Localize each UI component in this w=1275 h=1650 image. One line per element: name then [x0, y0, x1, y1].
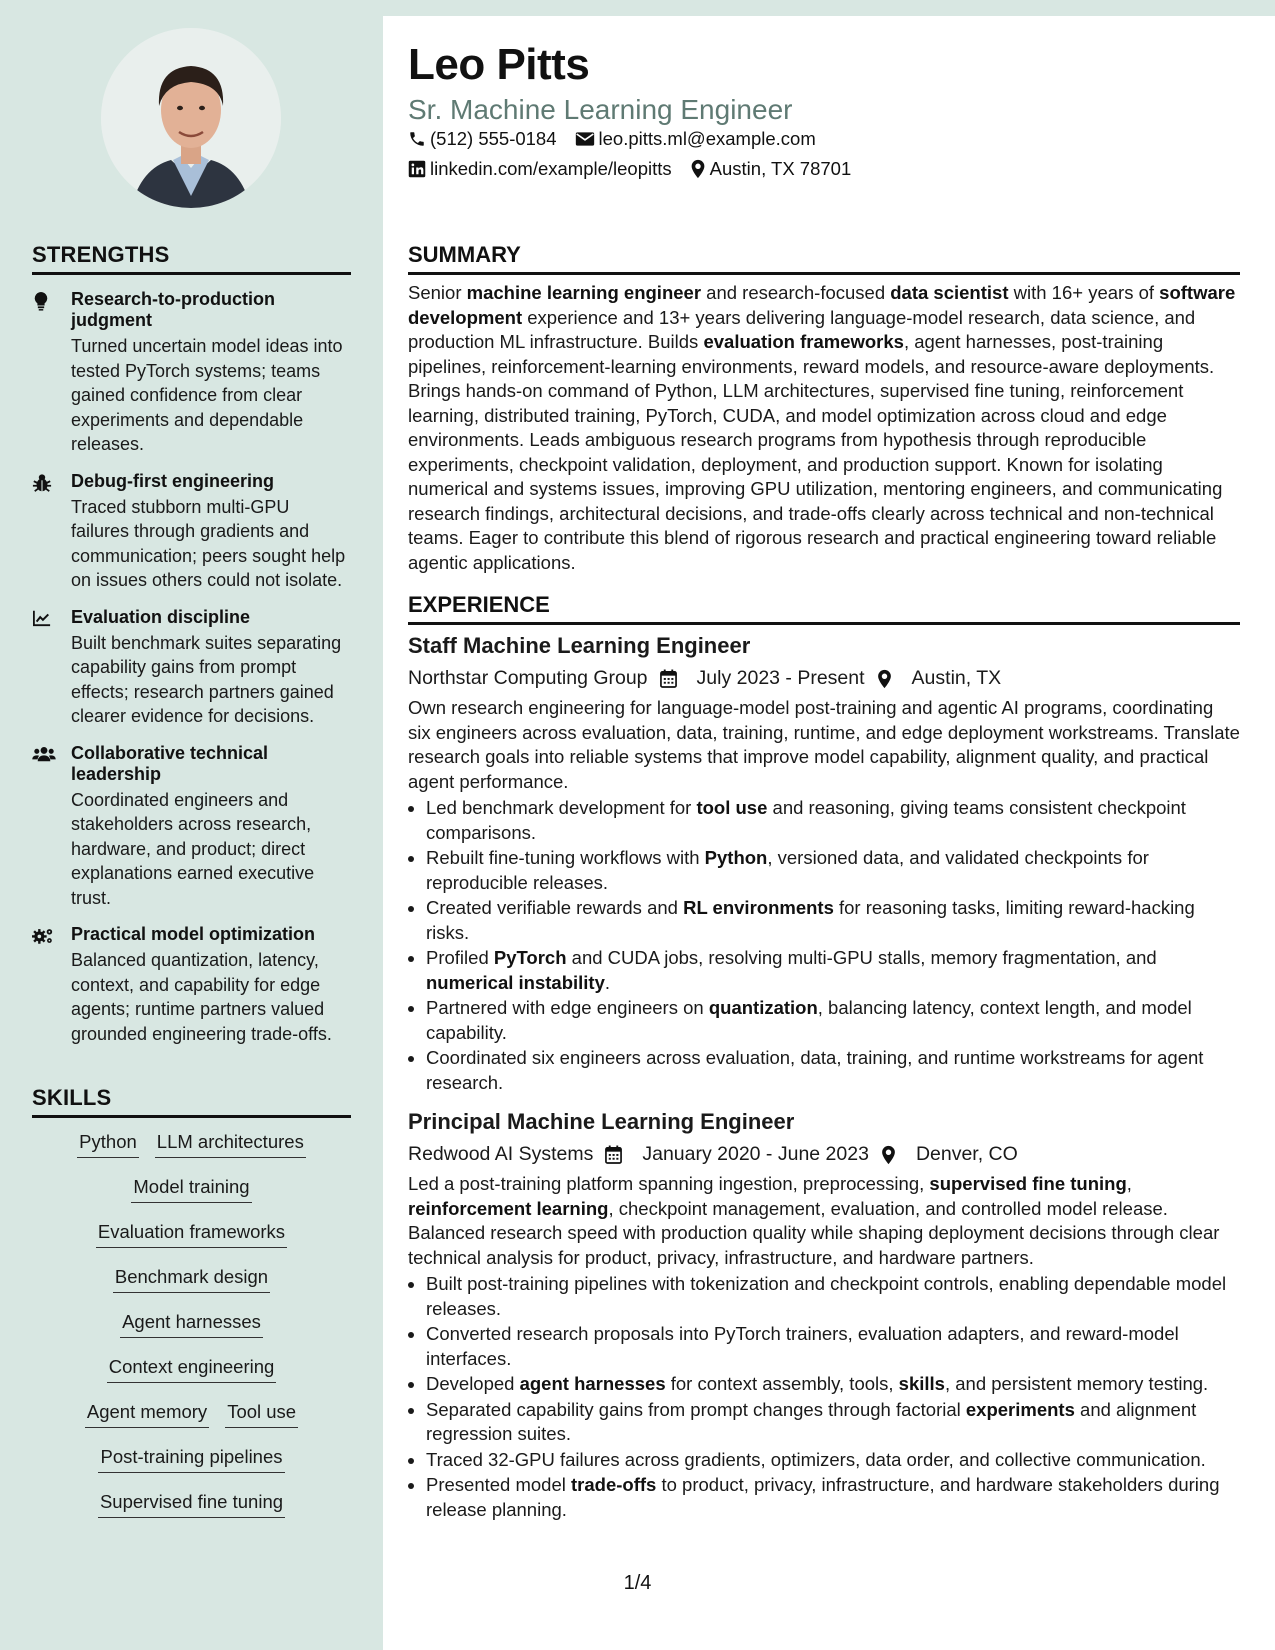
job-description: Led a post-training platform spanning ingestion, preprocessing, supervised fine tuning, reinforcement learning, checkpoint management, evaluation, and controlled model release. Balanced research speed with production quality while shaping deployment decisions through clear technical analysis for product, privacy, infrastructure, and hardware partners. [408, 1173, 1220, 1268]
strength-item [32, 924, 351, 1046]
contact-row-2 [408, 158, 869, 180]
bullet-item: • Converted research proposals into PyTorch trainers, evaluation adapters, and reward-model interfaces. [426, 1322, 1240, 1371]
emphasis-text: experiments [965, 1398, 1075, 1420]
envelope-icon [575, 130, 595, 148]
strength-item [32, 289, 351, 457]
skill-row [32, 1175, 351, 1220]
skills-section [32, 1085, 351, 1535]
skill-tag: LLM architectures [155, 1130, 306, 1158]
strengths-list [32, 289, 351, 1046]
bullet-item: • Partnered with edge engineers on quantization, balancing latency, context length, and model capability. [426, 996, 1240, 1045]
strength-item [32, 607, 351, 729]
skill-row [32, 1490, 351, 1535]
job-entry [408, 633, 1240, 1095]
skill-row [32, 1220, 351, 1265]
skill-row [32, 1445, 351, 1490]
phone-icon [408, 130, 426, 148]
phone-item [408, 128, 557, 150]
strengths-section [32, 242, 351, 1046]
emphasis-text: Python [704, 847, 768, 868]
skill-row [32, 1310, 351, 1355]
job-location [881, 1143, 1018, 1166]
skill-tag: Context engineering [107, 1355, 277, 1383]
company-name: Northstar Computing Group [408, 667, 648, 689]
job-description: Own research engineering for language-model post-training and agentic AI programs, coordinating six engineers across evaluation, data, training, runtime, and edge deployment workstreams. Translate research goals into reliable systems that improve model capability, alignment quality, and practical agent performance. [408, 697, 1240, 792]
strength-description: Coordinated engineers and stakeholders across research, hardware, and product; direct explanations earned executive trust. [71, 789, 315, 908]
chart-line-icon [32, 609, 54, 629]
bullet-item: • Profiled PyTorch and CUDA jobs, resolving multi-GPU stalls, memory fragmentation, and numerical instability. [426, 946, 1240, 995]
job-title: Principal Machine Learning Engineer [408, 1109, 795, 1134]
skill-tag: Python [77, 1130, 139, 1158]
skill-tag: Supervised fine tuning [98, 1490, 285, 1518]
emphasis-text: reinforcement learning [408, 1197, 609, 1219]
skill-row [32, 1265, 351, 1310]
email-item [575, 128, 816, 150]
location-text: Denver, CO [915, 1143, 1018, 1165]
job-dates [660, 667, 865, 690]
skills-list [32, 1130, 351, 1535]
job-meta [408, 1143, 1240, 1166]
location-item [690, 158, 852, 180]
bullet-item: • Rebuilt fine-tuning workflows with Python, versioned data, and validated checkpoints for reproducible releases. [426, 846, 1240, 895]
bullet-item: • Created verifiable rewards and RL environments for reasoning tasks, limiting reward-hacking risks. [426, 896, 1240, 945]
bug-icon [32, 473, 54, 493]
strengths-heading: STRENGTHS [32, 242, 351, 275]
emphasis-text: agent harnesses [519, 1373, 666, 1394]
linkedin-icon [408, 160, 426, 178]
job-entry [408, 1109, 1240, 1522]
experience-section [408, 592, 1240, 1523]
summary-heading: SUMMARY [408, 242, 1240, 275]
company-name: Redwood AI Systems [408, 1143, 594, 1165]
jobs-list [408, 633, 1240, 1522]
skill-tag: Agent harnesses [120, 1310, 263, 1338]
emphasis-text: numerical instability [426, 971, 605, 993]
skill-tag: Post-training pipelines [98, 1445, 284, 1473]
skill-row [32, 1355, 351, 1400]
calendar-icon [605, 1145, 632, 1164]
bullet-item: • Presented model trade-offs to product, privacy, infrastructure, and hardware stakeholders during release planning. [426, 1473, 1240, 1522]
job-bullets [408, 796, 1240, 1095]
skill-row [32, 1130, 351, 1175]
lightbulb-icon [32, 291, 54, 311]
strength-title: Research-to-production judgment [71, 289, 276, 330]
emphasis-text: trade-offs [571, 1474, 657, 1495]
emphasis-text: RL environments [683, 897, 834, 918]
strength-item [32, 743, 351, 911]
candidate-name: Leo Pitts [408, 40, 590, 89]
linkedin-item [408, 158, 672, 180]
strength-description: Turned uncertain model ideas into tested PyTorch systems; teams gained confidence from clear experiments and dependable releases. [71, 336, 343, 454]
emphasis-text: software development [408, 282, 1236, 328]
bullet-item: • Separated capability gains from prompt changes through factorial experiments and alignment regression suites. [426, 1398, 1240, 1447]
location-text: Austin, TX 78701 [709, 158, 852, 179]
job-bullets [408, 1272, 1240, 1522]
dates-text: January 2020 - June 2023 [642, 1143, 869, 1165]
candidate-title: Sr. Machine Learning Engineer [408, 94, 793, 125]
skill-tag: Tool use [225, 1400, 298, 1428]
emphasis-text: data scientist [890, 282, 1009, 303]
map-pin-icon [877, 669, 902, 689]
users-icon [32, 745, 54, 765]
emphasis-text: supervised fine tuning [929, 1173, 1127, 1194]
experience-heading: EXPERIENCE [408, 592, 1240, 625]
summary-section [408, 242, 1240, 575]
strength-title: Practical model optimization [71, 924, 316, 944]
job-title: Staff Machine Learning Engineer [408, 633, 751, 658]
skill-tag: Benchmark design [113, 1265, 270, 1293]
linkedin-text[interactable]: linkedin.com/example/leopitts [430, 158, 672, 179]
job-meta [408, 667, 1240, 690]
contact-row-1 [408, 128, 834, 150]
strength-title: Collaborative technical leadership [71, 742, 269, 784]
skill-tag: Agent memory [85, 1400, 209, 1428]
emphasis-text: PyTorch [493, 947, 567, 968]
phone-text: (512) 555-0184 [430, 128, 557, 149]
strength-title: Evaluation discipline [71, 606, 251, 627]
bullet-item: • Coordinated six engineers across evaluation, data, training, and runtime workstreams for agent research. [426, 1046, 1240, 1095]
skills-heading: SKILLS [32, 1085, 351, 1118]
job-dates [605, 1143, 869, 1166]
strength-item [32, 471, 351, 593]
strength-description: Traced stubborn multi-GPU failures through gradients and communication; peers sought help on issues others could not isolate. [71, 496, 346, 590]
bullet-item: • Led benchmark development for tool use and reasoning, giving teams consistent checkpoint comparisons. [426, 796, 1240, 845]
strength-description: Built benchmark suites separating capability gains from prompt effects; research partners gained clearer evidence for decisions. [71, 632, 342, 726]
bullet-item: • Developed agent harnesses for context assembly, tools, skills, and persistent memory testing. [426, 1372, 1240, 1397]
page-number: 1/4 [623, 1572, 652, 1594]
job-location [877, 667, 1002, 690]
map-pin-icon [690, 159, 706, 179]
emphasis-text: tool use [696, 797, 768, 818]
summary-text: Senior machine learning engineer and research-focused data scientist with 16+ years of software development experience and 13+ years delivering language-model research, data science, and production ML infrastructure. Builds evaluation frameworks, agent harnesses, post-training pipelines, reinforcement-learning environments, reward models, and resource-aware deployments. Brings hands-on command of Python, LLM architectures, supervised fine tuning, reinforcement learning, distributed training, PyTorch, CUDA, and model optimization across cloud and edge environments. Leads ambiguous research programs from hypothesis through reproducible experiments, checkpoint validation, deployment, and production support. Known for isolating numerical and systems issues, improving GPU utilization, mentoring engineers, and communicating research findings, architectural decisions, and trade-offs clearly across technical and non-technical teams. Eager to contribute this blend of rigorous research and practical engineering toward reliable agentic applications. [408, 282, 1236, 573]
email-text[interactable]: leo.pitts.ml@example.com [598, 128, 816, 149]
skill-tag: Model training [131, 1175, 251, 1203]
dates-text: July 2023 - Present [696, 667, 865, 689]
bullet-item: • Built post-training pipelines with tokenization and checkpoint controls, enabling dependable model releases. [426, 1272, 1240, 1321]
calendar-icon [660, 669, 687, 688]
emphasis-text: quantization [708, 997, 818, 1018]
skill-row [32, 1400, 351, 1445]
skill-tag: Evaluation frameworks [96, 1220, 287, 1248]
emphasis-text: machine learning engineer [466, 282, 702, 303]
map-pin-icon [881, 1145, 906, 1165]
gears-icon [32, 926, 54, 946]
emphasis-text: skills [898, 1373, 945, 1394]
strength-title: Debug-first engineering [71, 470, 275, 491]
bullet-item: • Traced 32-GPU failures across gradients, optimizers, data order, and collective communication. [426, 1448, 1240, 1473]
strength-description: Balanced quantization, latency, context, and capability for edge agents; runtime partners valued grounded engineering trade-offs. [71, 950, 332, 1044]
emphasis-text: evaluation frameworks [703, 331, 904, 352]
profile-photo [101, 28, 281, 208]
location-text: Austin, TX [911, 667, 1002, 689]
